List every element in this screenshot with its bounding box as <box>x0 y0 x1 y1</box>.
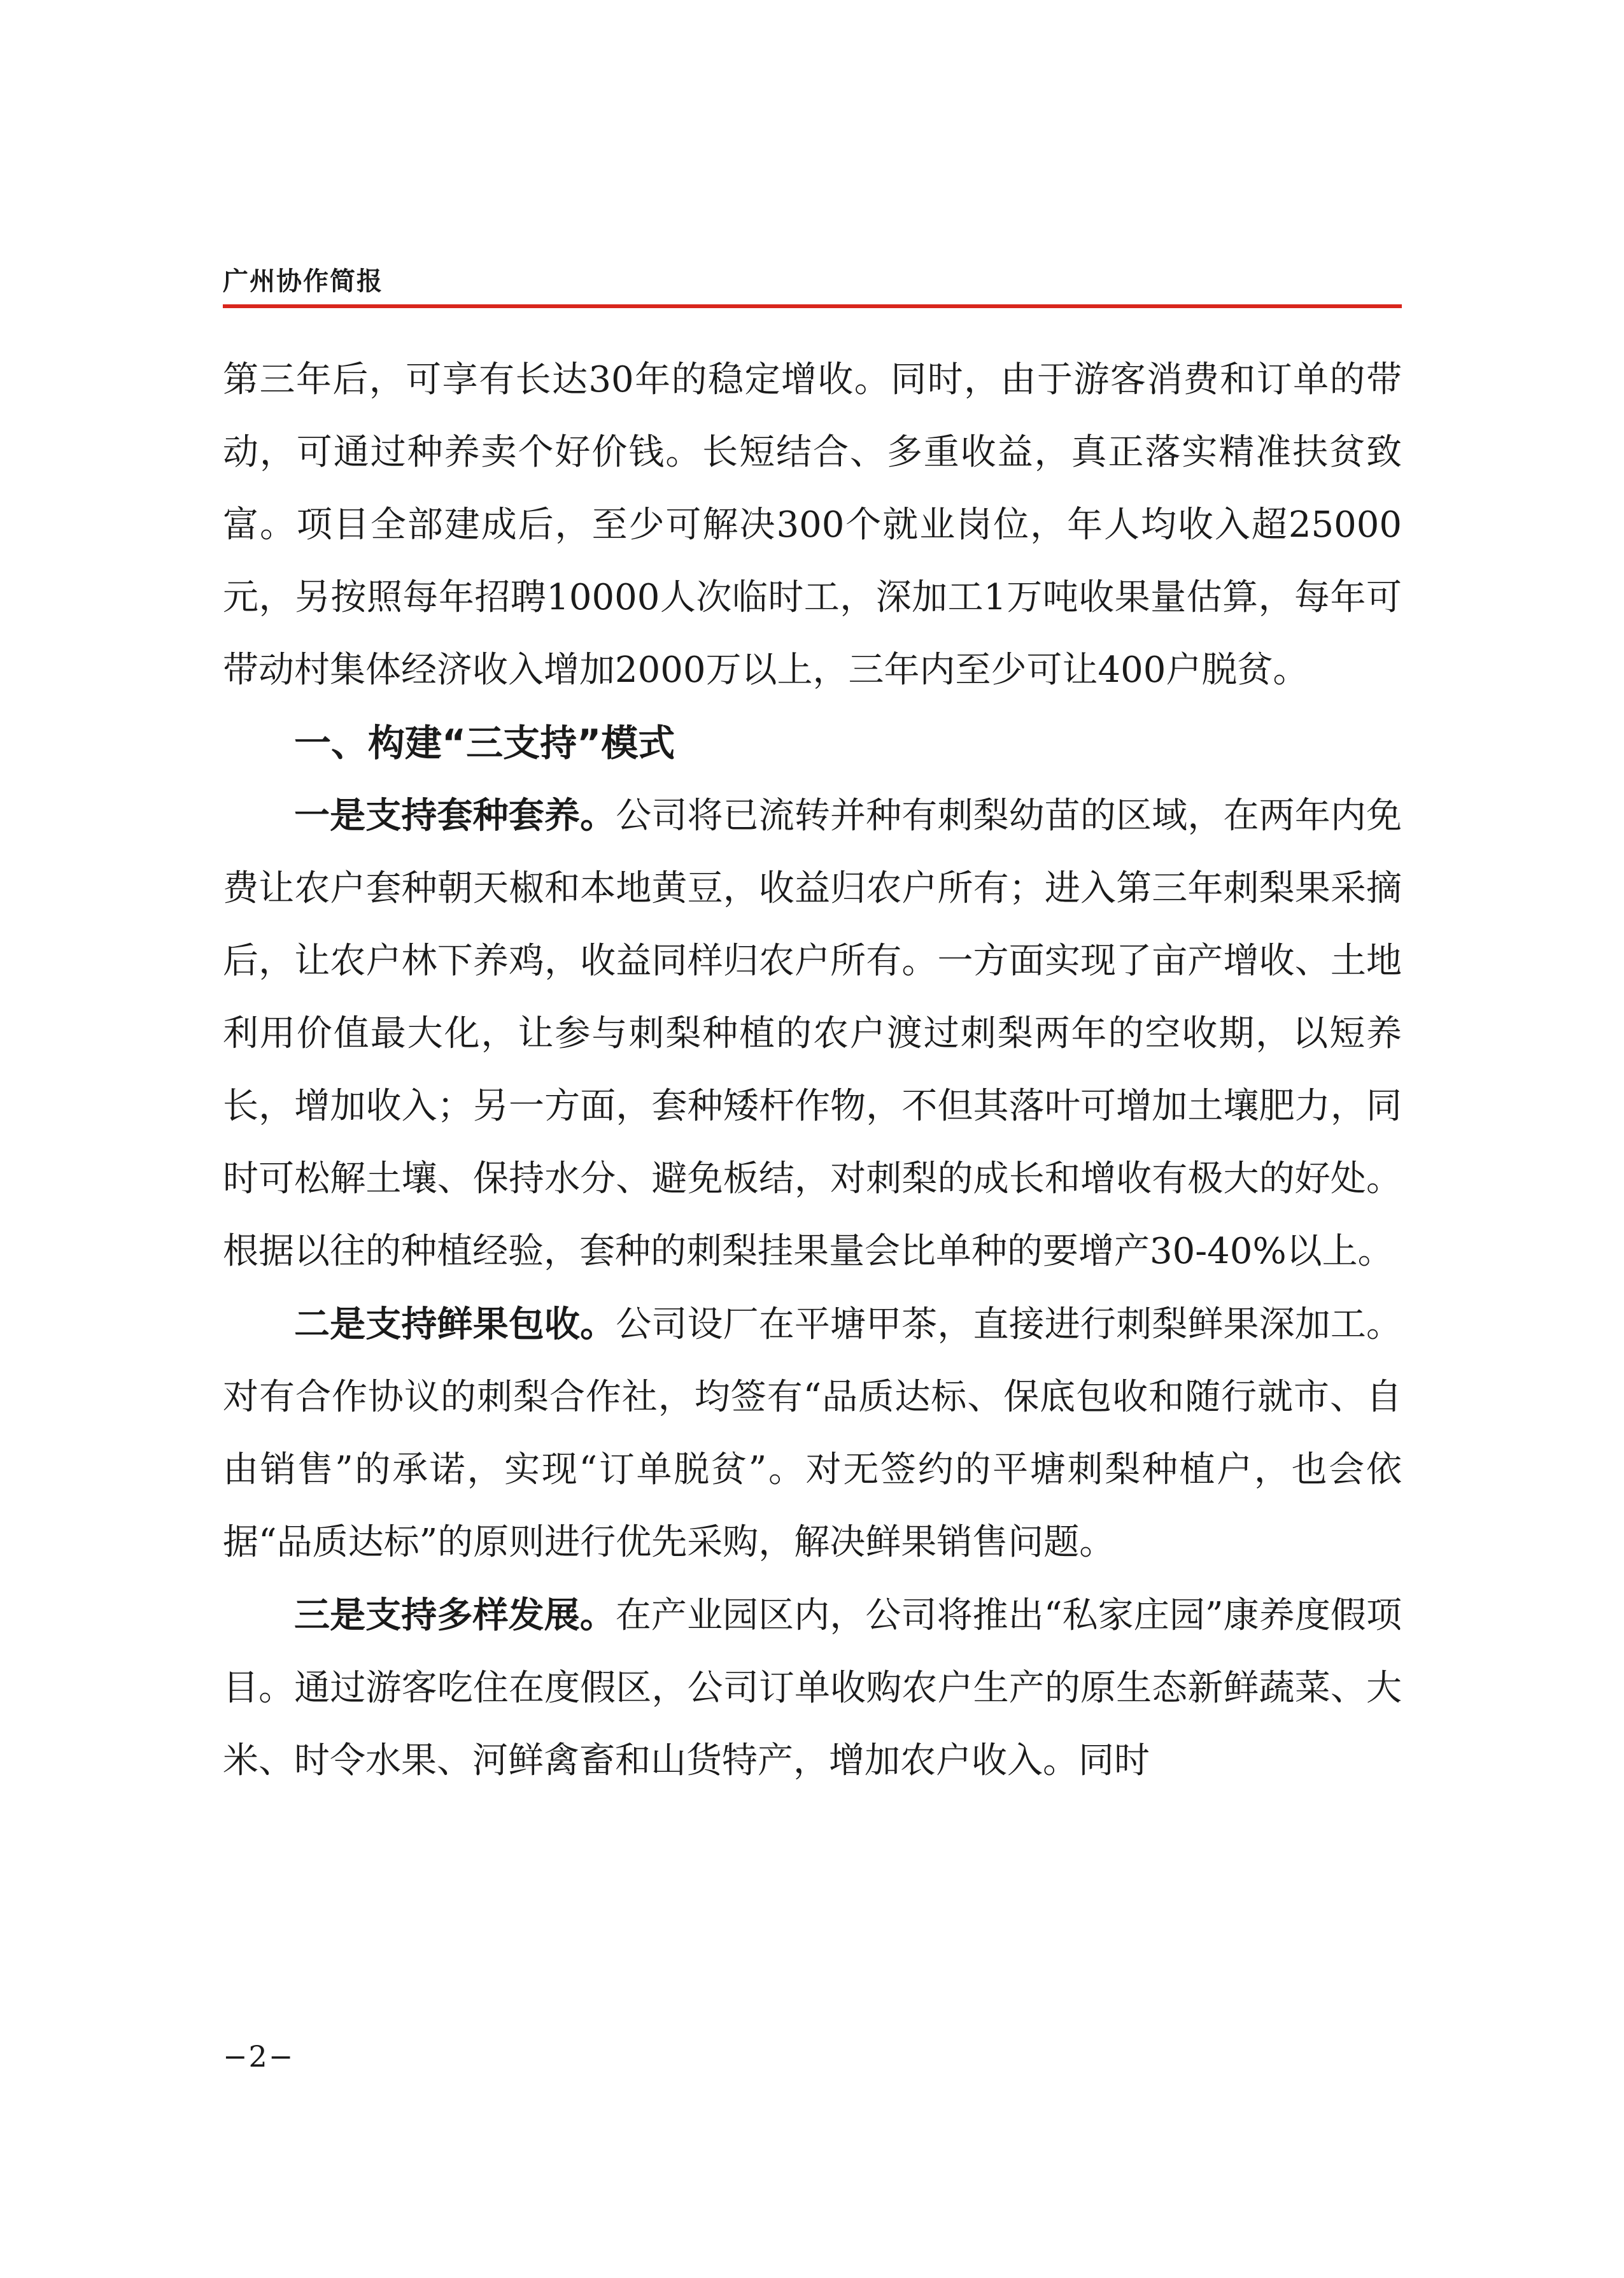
paragraph-support-diversified-development <box>223 1579 1402 1797</box>
paragraph-support-intercropping <box>223 779 1402 1288</box>
paragraph-text: 公司设厂在平塘甲茶，直接进行刺梨鲜果深加工。对有合作协议的刺梨合作社，均签有“品质达标、保底包收和随行就市、自由销售”的承诺，实现“订单脱贫”。对无签约的平塘刺梨种植户，也会依据“品质达标”的原则进行优先采购，解决鲜果销售问题。 <box>223 1304 1402 1563</box>
paragraph-lead: 一是支持套种套养。 <box>294 795 616 837</box>
paragraph-text: 公司将已流转并种有刺梨幼苗的区域，在两年内免费让农户套种朝天椒和本地黄豆，收益归农户所有；进入第三年刺梨果采摘后，让农户林下养鸡，收益同样归农户所有。一方面实现了亩产增收、土地利用价值最大化，让参与刺梨种植的农户渡过刺梨两年的空收期，以短养长，增加收入；另一方面，套种矮杆作物，不但其落叶可增加土壤肥力，同时可松解土壤、保持水分、避免板结，对刺梨的成长和增收有极大的好处。根据以往的种植经验，套种的刺梨挂果量会比单种的要增产30-40%以上。 <box>223 795 1402 1272</box>
paragraph-text: 在产业园区内，公司将推出“私家庄园”康养度假项目。通过游客吃住在度假区，公司订单收购农户生产的原生态新鲜蔬菜、大米、时令水果、河鲜禽畜和山货特产，增加农户收入。同时 <box>223 1595 1402 1781</box>
paragraph-lead: 三是支持多样发展。 <box>294 1594 616 1636</box>
page-header <box>223 262 1402 313</box>
header-divider <box>223 304 1402 308</box>
page-number: −2− <box>223 2039 295 2074</box>
paragraph-support-fruit-purchase <box>223 1288 1402 1579</box>
article-body <box>223 344 1402 1797</box>
section-heading: 一、构建“三支持”模式 <box>294 721 675 765</box>
publication-title: 广州协作简报 <box>223 266 383 296</box>
continuation-paragraph: 第三年后，可享有长达30年的稳定增收。同时，由于游客消费和订单的带动，可通过种养卖个好价钱。长短结合、多重收益，真正落实精准扶贫致富。项目全部建成后，至少可解决300个就业岗位，年人均收入超25000元，另按照每年招聘10000人次临时工，深加工1万吨收果量估算，每年可带动村集体经济收入增加2000万以上，三年内至少可让400户脱贫。 <box>223 359 1402 691</box>
paragraph-lead: 二是支持鲜果包收。 <box>294 1303 616 1345</box>
